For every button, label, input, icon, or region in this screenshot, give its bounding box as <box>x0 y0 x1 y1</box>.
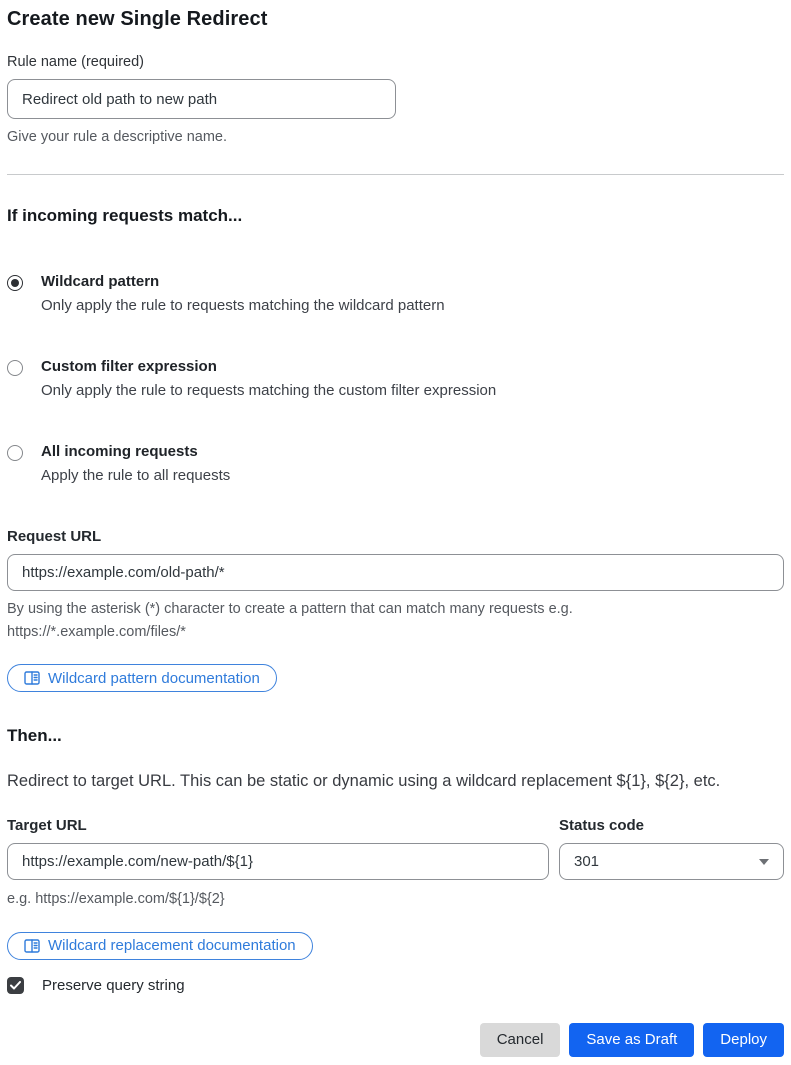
section-divider <box>7 174 784 175</box>
radio-label: Wildcard pattern <box>41 273 160 291</box>
request-url-helper: By using the asterisk (*) character to create a pattern that can match many requests e.g. https://*.example.com/files/* <box>7 601 573 640</box>
target-and-status-row <box>7 794 784 910</box>
target-url-helper: e.g. https://example.com/${1}/${2} <box>7 891 225 908</box>
checkbox-checked-icon[interactable] <box>7 977 24 994</box>
request-url-input[interactable] <box>7 554 784 591</box>
then-section-description: Redirect to target URL. This can be static or dynamic using a wildcard replacement ${1}, ${2}, etc. <box>7 772 721 791</box>
status-code-label: Status code <box>559 817 645 835</box>
wildcard-pattern-documentation-button[interactable] <box>7 664 277 692</box>
checkmark-icon <box>10 981 21 990</box>
radio-label: All incoming requests <box>41 443 198 461</box>
match-section-heading: If incoming requests match... <box>7 206 243 226</box>
radio-description: Only apply the rule to requests matching the wildcard pattern <box>41 297 445 315</box>
radio-description: Apply the rule to all requests <box>41 467 231 485</box>
target-url-label: Target URL <box>7 817 87 835</box>
radio-option-all-incoming-requests[interactable] <box>7 443 784 485</box>
wildcard-replacement-documentation-button[interactable] <box>7 932 313 960</box>
rule-name-input[interactable] <box>7 79 396 119</box>
status-code-select[interactable] <box>559 843 784 880</box>
doc-button-label: Wildcard replacement documentation <box>48 937 296 955</box>
preserve-query-string-label: Preserve query string <box>42 976 185 994</box>
book-icon <box>24 939 40 953</box>
cancel-button[interactable]: Cancel <box>480 1023 561 1057</box>
status-code-value: 301 <box>574 853 600 871</box>
request-url-label: Request URL <box>7 528 102 546</box>
footer-actions <box>7 1023 784 1057</box>
doc-button-label: Wildcard pattern documentation <box>48 669 260 687</box>
radio-description: Only apply the rule to requests matching the custom filter expression <box>41 382 497 400</box>
radio-unselected-icon[interactable] <box>7 360 23 376</box>
rule-name-helper: Give your rule a descriptive name. <box>7 129 228 145</box>
radio-selected-icon[interactable] <box>7 275 23 291</box>
chevron-down-icon <box>759 859 769 865</box>
radio-label: Custom filter expression <box>41 358 217 376</box>
then-section-heading: Then... <box>7 726 62 746</box>
rule-name-label: Rule name (required) <box>7 54 145 70</box>
deploy-button[interactable]: Deploy <box>703 1023 784 1057</box>
radio-option-custom-filter-expression[interactable] <box>7 358 784 400</box>
save-as-draft-button[interactable]: Save as Draft <box>569 1023 694 1057</box>
page-title: Create new Single Redirect <box>7 8 268 30</box>
preserve-query-string-checkbox-row[interactable] <box>7 977 784 994</box>
radio-unselected-icon[interactable] <box>7 445 23 461</box>
book-icon <box>24 671 40 685</box>
target-url-input[interactable] <box>7 843 549 880</box>
radio-option-wildcard-pattern[interactable] <box>7 273 784 315</box>
